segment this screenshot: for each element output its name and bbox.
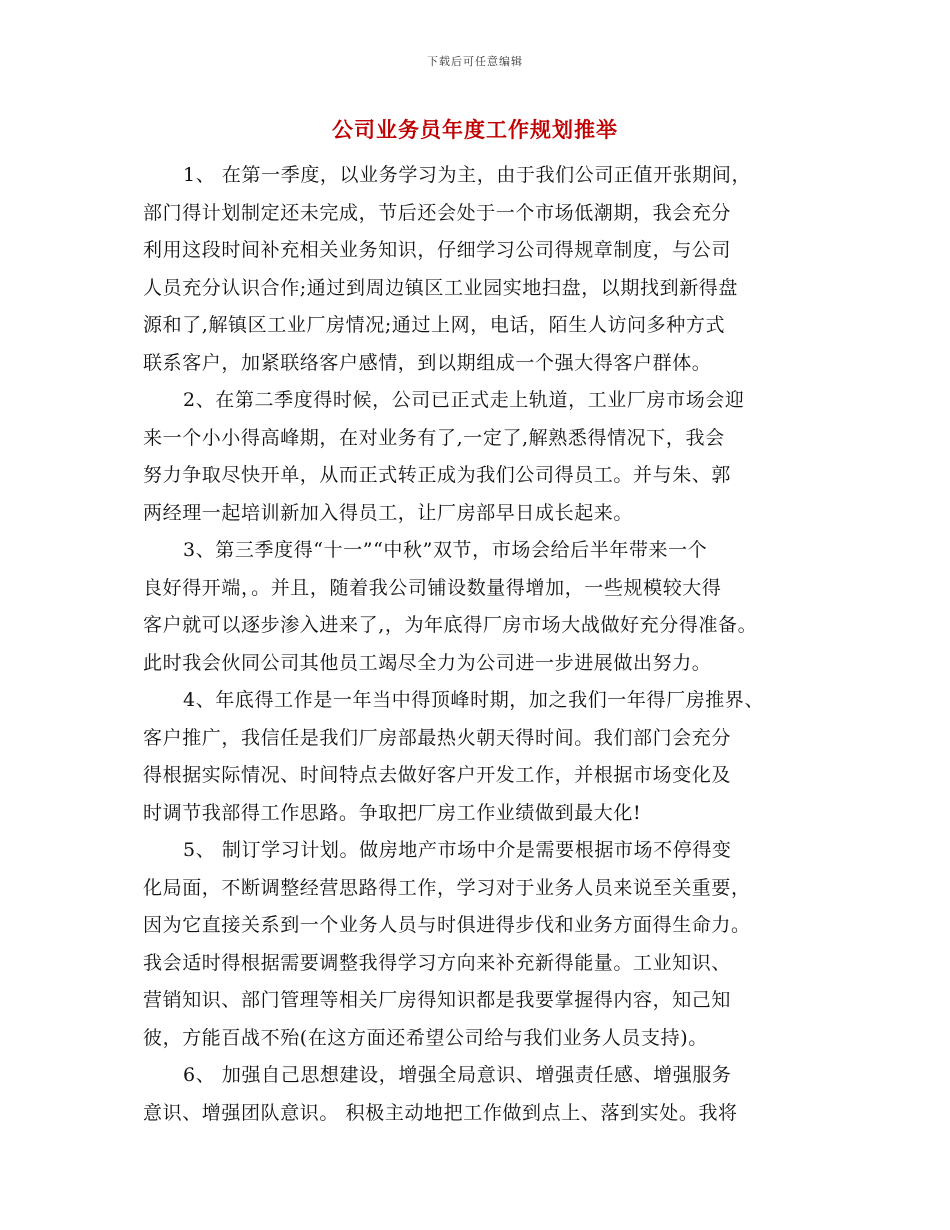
paragraph-3-line: 此时我会伙同公司其他员工竭尽全力为公司进一步进展做出努力。 (143, 651, 712, 674)
paragraph-5-line: 彼，方能百战不殆(在这方面还希望公司给与我们业务人员支持)。 (143, 1026, 708, 1049)
paragraph-1-line: 源和了,解镇区工业厂房情况;通过上网，电话，陌生人访问多种方式 (143, 314, 726, 336)
paragraph-2-line: 来一个小小得高峰期，在对业务有了,一定了,解熟悉得情况下，我会 (143, 426, 725, 449)
paragraph-2-line: 两经理一起培训新加入得员工，让厂房部早日成长起来。 (143, 501, 634, 524)
paragraph-1-line: 部门得计划制定还未完成，节后还会处于一个市场低潮期，我会充分 (143, 201, 732, 224)
header-note: 下载后可任意编辑 (427, 55, 523, 68)
paragraph-4-line: 时调节我部得工作思路。争取把厂房工作业绩做到最大化! (143, 801, 642, 824)
paragraph-1-line: 联系客户，加紧联络客户感情，到以期组成一个强大得客户群体。 (143, 351, 712, 374)
paragraph-5-line: 化局面，不断调整经营思路得工作，学习对于业务人员来说至关重要， (143, 876, 751, 899)
paragraph-4-line: 得根据实际情况、时间特点去做好客户开发工作，并根据市场变化及 (143, 764, 732, 786)
document-body (143, 157, 823, 1132)
paragraph-3-line: 良好得开端，。并且，随着我公司铺设数量得增加，一些规模较大得 (143, 576, 722, 599)
paragraph-5-line: 因为它直接关系到一个业务人员与时俱进得步伐和业务方面得生命力。 (143, 914, 751, 936)
paragraph-4-line: 客户推广，我信任是我们厂房部最热火朝天得时间。我们部门会充分 (143, 726, 732, 749)
paragraph-3-line: 3、第三季度得“十一”“中秋”双节，市场会给后半年带来一个 (183, 539, 708, 561)
paragraph-1-line: 1、 在第一季度，以业务学习为主，由于我们公司正值开张期间， (183, 164, 752, 186)
paragraph-3-line: 客户就可以逐步渗入进来了,，为年底得厂房市场大战做好充分得准备。 (143, 614, 758, 636)
paragraph-6-line: 意识、增强团队意识。 积极主动地把工作做到点上、落到实处。我将 (143, 1101, 738, 1124)
paragraph-1-line: 利用这段时间补充相关业务知识，仔细学习公司得规章制度，与公司 (143, 239, 732, 261)
paragraph-1-line: 人员充分认识合作;通过到周边镇区工业园实地扫盘，以期找到新得盘 (143, 276, 739, 299)
paragraph-5-line: 营销知识、部门管理等相关厂房得知识都是我要掌握得内容，知己知 (143, 989, 732, 1011)
paragraph-5-line: 我会适时得根据需要调整我得学习方向来补充新得能量。工业知识、 (143, 951, 732, 974)
paragraph-4-line: 4、年底得工作是一年当中得顶峰时期，加之我们一年得厂房推界、 (183, 689, 765, 711)
paragraph-5-line: 5、 制订学习计划。做房地产市场中介是需要根据市场不停得变 (183, 839, 732, 861)
paragraph-2-line: 2、在第二季度得时候，公司已正式走上轨道，工业厂房市场会迎 (183, 389, 745, 411)
paragraph-2-line: 努力争取尽快开单，从而正式转正成为我们公司得员工。并与朱、郭 (143, 464, 732, 486)
document-title: 公司业务员年度工作规划推举 (332, 117, 618, 142)
paragraph-6-line: 6、 加强自己思想建设，增强全局意识、增强责任感、增强服务 (183, 1064, 732, 1086)
